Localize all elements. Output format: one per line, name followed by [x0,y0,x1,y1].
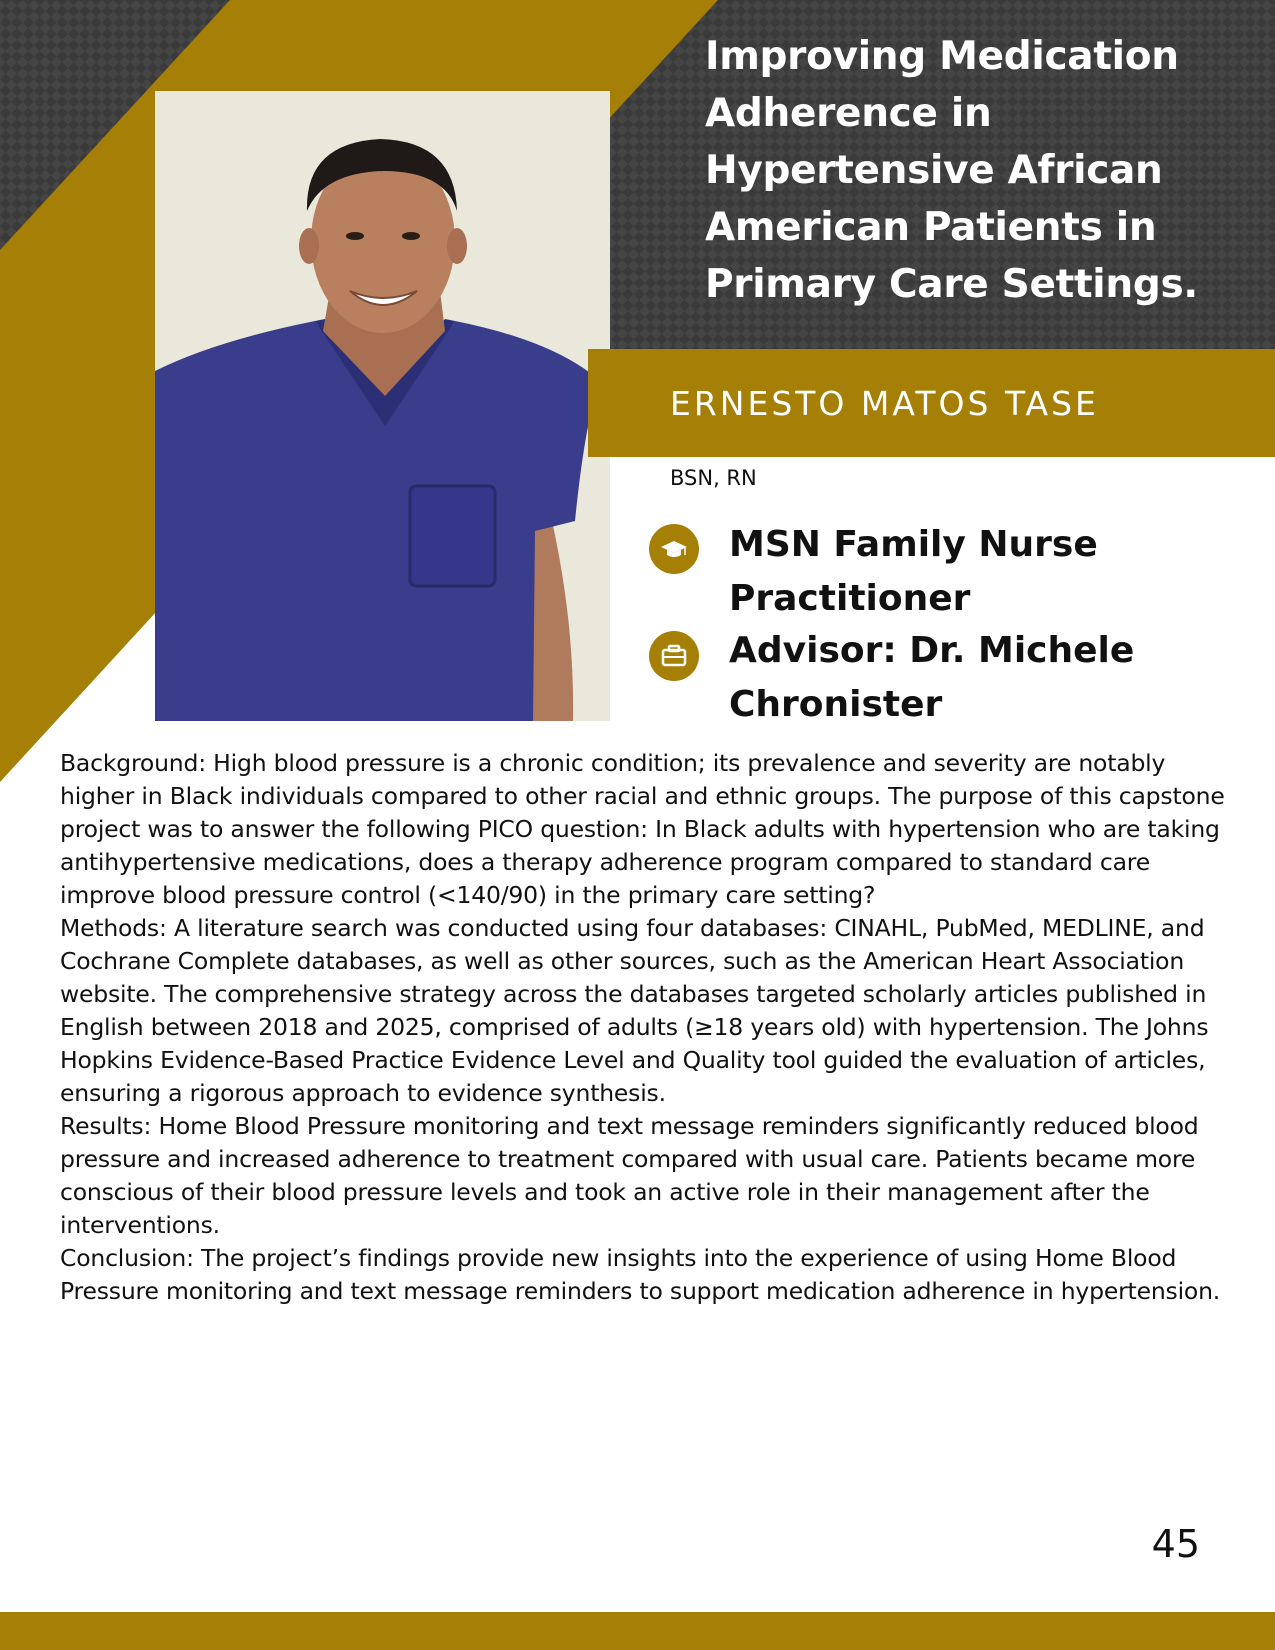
advisor-label: Advisor: Dr. Michele Chronister [729,630,1135,725]
presenter-credentials: BSN, RN [670,466,757,490]
abstract-background: Background: High blood pressure is a chronic condition; its prevalence and severity are notably higher in Black individuals compared to other racial and ethnic groups. The purpose of this capstone project was to answer the following PICO question: In Black adults with hypertension who are taking antihypertensive medications, does a therapy adherence program compared to standard care improve blood pressure control (<140/90) in the primary care setting? [60,749,1225,909]
presenter-name: ERNESTO MATOS TASE [670,384,1099,423]
footer-bar [0,1612,1275,1650]
page-number: 45 [1151,1522,1200,1566]
abstract-results: Results: Home Blood Pressure monitoring and text message reminders significantly reduced blood pressure and increased adherence to treatment compared with usual care. Patients became more conscious of their blood pressure levels and took an active role in their management after the interventions. [60,1112,1199,1239]
abstract-conclusion: Conclusion: The project’s findings provide new insights into the experience of using Home Blood Pressure monitoring and text message reminders to support medication adherence in hypertension. [60,1244,1221,1305]
presenter-portrait [155,91,610,721]
briefcase-icon [649,631,699,681]
abstract-methods: Methods: A literature search was conducted using four databases: CINAHL, PubMed, MEDLINE, and Cochrane Complete databases, as well as other sources, such as the American Heart Association website. The comprehensive strategy across the databases targeted scholarly articles published in English between 2018 and 2025, comprised of adults (≥18 years old) with hypertension. The Johns Hopkins Evidence-Based Practice Evidence Level and Quality tool guided the evaluation of articles, ensuring a rigorous approach to evidence synthesis. [60,914,1209,1107]
abstract [60,747,1235,1308]
graduation-cap-icon [649,524,699,574]
presenter-photo [155,91,610,721]
poster-title: Improving Medication Adherence in Hypertensive African American Patients in Primary Care Settings. [705,34,1198,307]
program-label: MSN Family Nurse Practitioner [729,524,1098,619]
